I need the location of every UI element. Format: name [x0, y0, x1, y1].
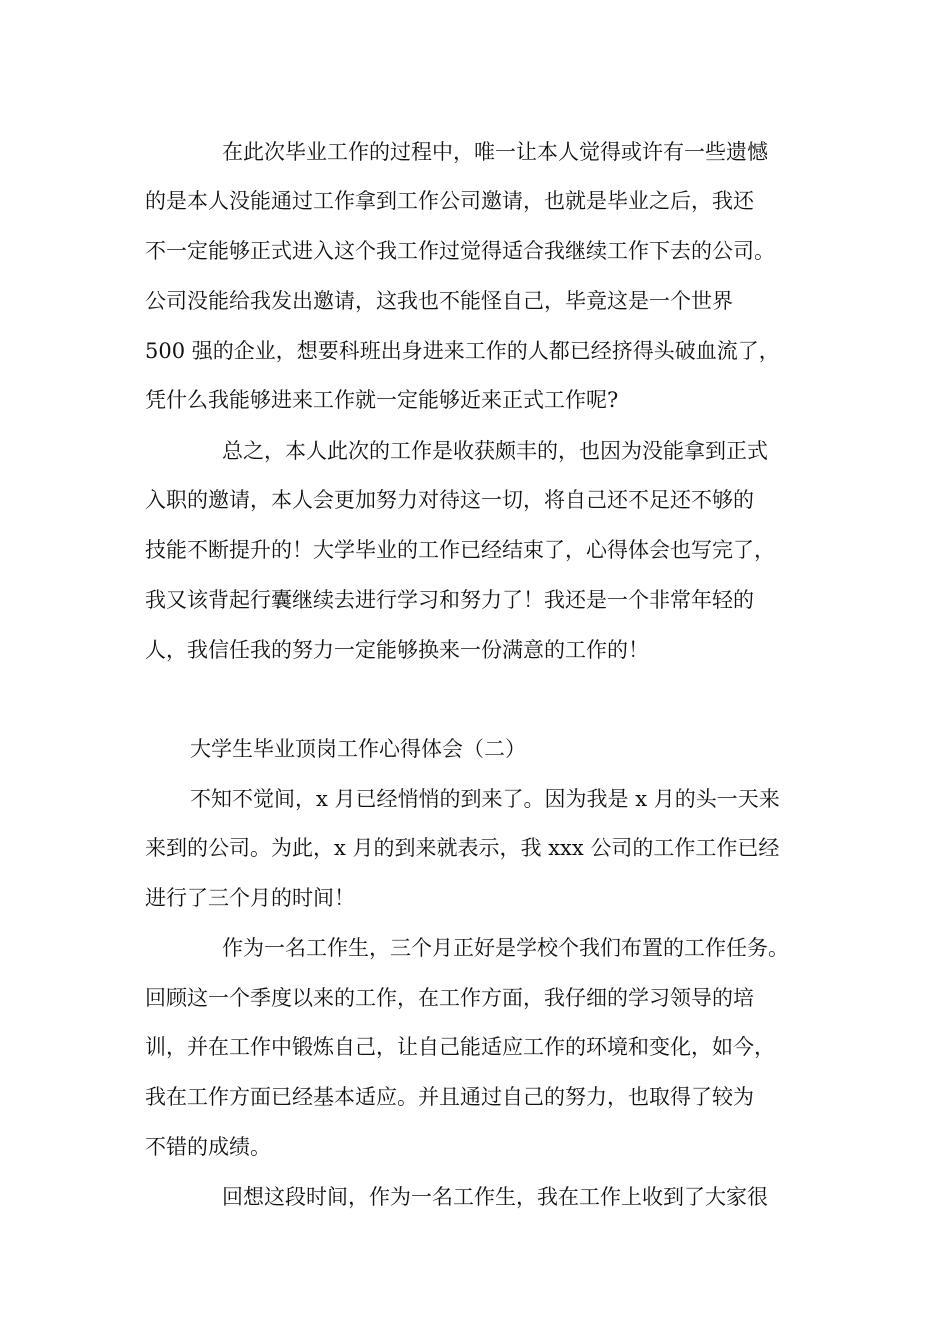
- text-line: 凭什么我能够进来工作就一定能够近来正式工作呢?: [145, 388, 619, 412]
- text-line: 技能不断提升的！大学毕业的工作已经结束了，心得体会也写完了，: [145, 538, 775, 562]
- text-line: 训，并在工作中锻炼自己，让自己能适应工作的环境和变化，如今，: [145, 1035, 775, 1059]
- text-line: 来到的公司。为此，x 月的到来就表示，我 xxx 公司的工作工作已经: [145, 836, 780, 860]
- text-line: 500 强的企业，想要科班出身进来工作的人都已经挤得头破血流了，: [145, 339, 780, 363]
- text-line: 不错的成绩。: [145, 1135, 271, 1159]
- text-line: 回想这段时间，作为一名工作生，我在工作上收到了大家很: [222, 1185, 768, 1209]
- text-line: 总之，本人此次的工作是收获颇丰的，也因为没能拿到正式: [222, 439, 768, 463]
- text-line: 不知不觉间，x 月已经悄悄的到来了。因为我是 x 月的头一天来: [190, 787, 780, 811]
- text-line: 不一定能够正式进入这个我工作过觉得适合我继续工作下去的公司。: [145, 239, 775, 263]
- text-line: 人，我信任我的努力一定能够换来一份满意的工作的！: [145, 638, 649, 662]
- section-heading: 大学生毕业顶岗工作心得体会（二）: [190, 737, 526, 761]
- text-line: 我在工作方面已经基本适应。并且通过自己的努力，也取得了较为: [145, 1085, 754, 1109]
- text-line: 入职的邀请，本人会更加努力对待这一切，将自己还不足还不够的: [145, 488, 754, 512]
- text-line: 进行了三个月的时间！: [145, 886, 355, 910]
- text-line: 在此次毕业工作的过程中，唯一让本人觉得或许有一些遗憾: [222, 140, 768, 164]
- text-line: 我又该背起行囊继续去进行学习和努力了！我还是一个非常年轻的: [145, 588, 754, 612]
- text-line: 的是本人没能通过工作拿到工作公司邀请，也就是毕业之后，我还: [145, 189, 754, 213]
- text-line: 回顾这一个季度以来的工作，在工作方面，我仔细的学习领导的培: [145, 986, 754, 1010]
- text-line: 作为一名工作生，三个月正好是学校个我们布置的工作任务。: [222, 936, 789, 960]
- text-line: 公司没能给我发出邀请，这我也不能怪自己，毕竟这是一个世界: [145, 289, 733, 313]
